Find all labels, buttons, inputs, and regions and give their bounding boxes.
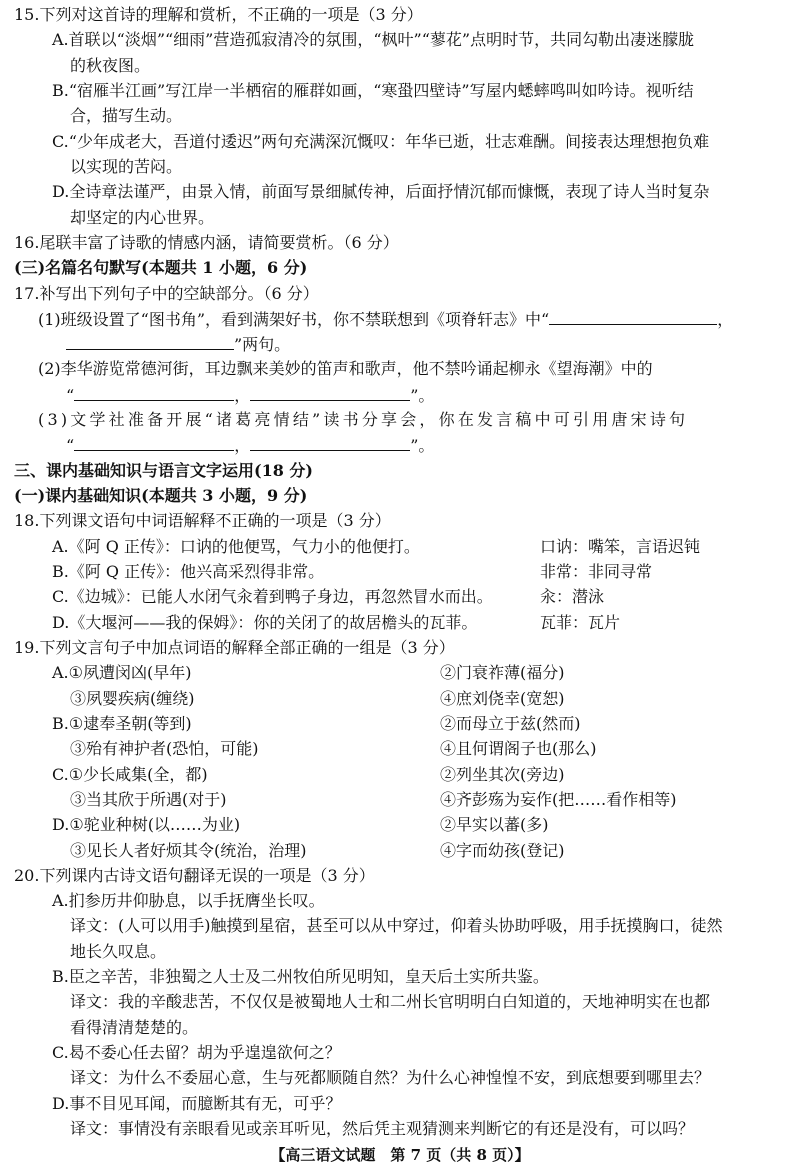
q19-option-d-2: ②早实以蕃(多) xyxy=(440,815,549,834)
section-1-heading: (一)课内基础知识(本题共 3 小题，9 分) xyxy=(14,486,308,505)
q17-item-3-open-quote: “ xyxy=(66,436,75,455)
q15-option-a-line1: A.首联以“淡烟”“细雨”营造孤寂清冷的氛围，“枫叶”“蓼花”点明时节，共同勾勒出凄迷朦胧 xyxy=(52,30,695,49)
q19-option-a-3: ③夙婴疾病(缠绕) xyxy=(70,689,195,708)
q20-option-c: C.曷不委心任去留？胡为乎遑遑欲何之？ xyxy=(52,1043,341,1062)
q19-option-d-1: D.①驼业种树(以……为业) xyxy=(52,815,241,834)
q18-option-a-gloss: 口讷：嘴笨，言语迟钝 xyxy=(540,537,701,556)
page-footer: 【高三语文试题 第 7 页（共 8 页）】 xyxy=(270,1146,530,1164)
q18-option-b: B.《阿 Q 正传》：他兴高采烈得非常。 xyxy=(52,562,325,581)
question-15-stem: 15.下列对这首诗的理解和赏析，不正确的一项是（3 分） xyxy=(14,5,423,24)
q15-option-b-line1: B.“宿雁半江画”写江岸一半栖宿的雁群如画，“寒蛩四壁诗”写屋内蟋蟀鸣叫如吟诗。视听结 xyxy=(52,81,694,100)
q19-option-d-4: ④字而幼孩(登记) xyxy=(440,841,565,860)
q18-option-a: A.《阿 Q 正传》：口讷的他便骂，气力小的他便打。 xyxy=(52,537,420,556)
q19-option-c-1: C.①少长咸集(全，都) xyxy=(52,765,208,784)
q18-option-c-gloss: 汆：潜泳 xyxy=(540,587,605,606)
q17-item-2-open-quote: “ xyxy=(66,386,75,405)
q18-option-d: D.《大堰河——我的保姆》：你的关闭了的故居檐头的瓦菲。 xyxy=(52,613,478,632)
q17-blank-6[interactable] xyxy=(250,434,410,451)
q20-option-d-translation-1: 译文：事情没有亲眼看见或亲耳听见，然后凭主观猜测来判断它的有还是没有，可以吗？ xyxy=(70,1119,695,1138)
q17-item-2-cont xyxy=(66,384,434,406)
q17-blank-4[interactable] xyxy=(250,384,410,401)
q18-option-d-gloss: 瓦菲：瓦片 xyxy=(540,613,621,632)
q17-item-1-cont xyxy=(66,333,290,355)
q20-option-b-translation-1: 译文：我的辛酸悲苦，不仅仅是被蜀地人士和二州长官明明白白知道的，天地神明实在也都 xyxy=(70,992,711,1011)
q19-option-b-3: ③殆有神护者(恐怕，可能) xyxy=(70,739,259,758)
q19-option-b-1: B.①逮奉圣朝(等到) xyxy=(52,714,192,733)
q20-option-b-translation-2: 看得清清楚楚的。 xyxy=(70,1018,199,1037)
q19-option-a-2: ②门衰祚薄(福分) xyxy=(440,663,565,682)
q17-item-3: (3)文学社准备开展“诸葛亮情结”读书分享会，你在发言稿中可引用唐宋诗句 xyxy=(38,410,689,429)
q15-option-b-line2: 合，描写生动。 xyxy=(70,106,183,125)
q17-item-1 xyxy=(38,308,733,330)
q17-item-1-text: (1)班级设置了“图书角”，看到满架好书，你不禁联想到《项脊轩志》中“ xyxy=(38,310,550,329)
q20-option-a: A.扪参历井仰胁息，以手抚膺坐长叹。 xyxy=(52,891,325,910)
q17-blank-5[interactable] xyxy=(74,434,234,451)
part-3-heading: 三、课内基础知识与语言文字运用(18 分) xyxy=(14,461,313,480)
q15-option-c-line2: 以实现的苦闷。 xyxy=(70,157,183,176)
q15-option-d-line1: D.全诗章法谨严，由景入情，前面写景细腻传神，后面抒情沉郁而慷慨，表现了诗人当时复杂 xyxy=(52,182,710,201)
q17-item-2-comma: ， xyxy=(234,386,251,405)
q19-option-c-3: ③当其欣于所遇(对于) xyxy=(70,790,227,809)
q18-option-c: C.《边城》：已能人水闭气汆着到鸭子身边，再忽然冒水而出。 xyxy=(52,587,493,606)
q17-item-3-comma: ， xyxy=(234,436,251,455)
q17-item-1-end: ”两句。 xyxy=(234,335,291,354)
q17-item-2-end: ”。 xyxy=(410,386,435,405)
q19-option-c-2: ②列坐其次(旁边) xyxy=(440,765,565,784)
question-18-stem: 18.下列课文语句中词语解释不正确的一项是（3 分） xyxy=(14,511,391,530)
q17-blank-3[interactable] xyxy=(74,384,234,401)
q17-blank-2[interactable] xyxy=(66,333,234,350)
question-16: 16.尾联丰富了诗歌的情感内涵，请简要赏析。（6 分） xyxy=(14,233,399,252)
q19-option-a-4: ④庶刘侥幸(宽恕) xyxy=(440,689,565,708)
q19-option-d-3: ③见长人者好烦其令(统治，治理) xyxy=(70,841,307,860)
q17-item-3-end: ”。 xyxy=(410,436,435,455)
q19-option-b-4: ④且何谓阁子也(那么) xyxy=(440,739,597,758)
q20-option-d: D.事不目见耳闻，而臆断其有无，可乎？ xyxy=(52,1094,342,1113)
q19-option-c-4: ④齐彭殇为妄作(把……看作相等) xyxy=(440,790,677,809)
q20-option-b: B.臣之辛苦，非独蜀之人士及二州牧伯所见明知，皇天后土实所共鉴。 xyxy=(52,967,549,986)
q15-option-d-line2: 却坚定的内心世界。 xyxy=(70,208,215,227)
question-20-stem: 20.下列课内古诗文语句翻译无误的一项是（3 分） xyxy=(14,866,375,885)
q17-blank-1[interactable] xyxy=(549,308,717,325)
q17-item-1-comma: ， xyxy=(717,310,734,329)
q20-option-a-translation-2: 地长久叹息。 xyxy=(70,942,167,961)
q15-option-a-line2: 的秋夜图。 xyxy=(70,56,151,75)
q20-option-c-translation-1: 译文：为什么不委屈心意，生与死都顺随自然？为什么心神惶惶不安，到底想要到哪里去？ xyxy=(70,1068,711,1087)
q15-option-c-line1: C.“少年成老大，吾道付逶迟”两句充满深沉慨叹：年华已逝，壮志难酬。间接表达理想抱负难 xyxy=(52,132,710,151)
q17-item-2: (2)李华游览常德河街，耳边飘来美妙的笛声和歌声，他不禁吟诵起柳永《望海潮》中的 xyxy=(38,359,653,378)
question-19-stem: 19.下列文言句子中加点词语的解释全部正确的一组是（3 分） xyxy=(14,638,455,657)
q17-item-3-cont xyxy=(66,434,434,456)
q20-option-a-translation-1: 译文：(人可以用手)触摸到星宿，甚至可以从中穿过，仰着头协助呼吸，用手抚摸胸口，徒然 xyxy=(70,916,723,935)
q19-option-b-2: ②而母立于兹(然而) xyxy=(440,714,581,733)
q19-option-a-1: A.①夙遭闵凶(早年) xyxy=(52,663,192,682)
question-17-stem: 17.补写出下列句子中的空缺部分。（6 分） xyxy=(14,284,319,303)
section-3-heading: (三)名篇名句默写(本题共 1 小题，6 分) xyxy=(14,258,308,277)
q18-option-b-gloss: 非常：非同寻常 xyxy=(540,562,653,581)
